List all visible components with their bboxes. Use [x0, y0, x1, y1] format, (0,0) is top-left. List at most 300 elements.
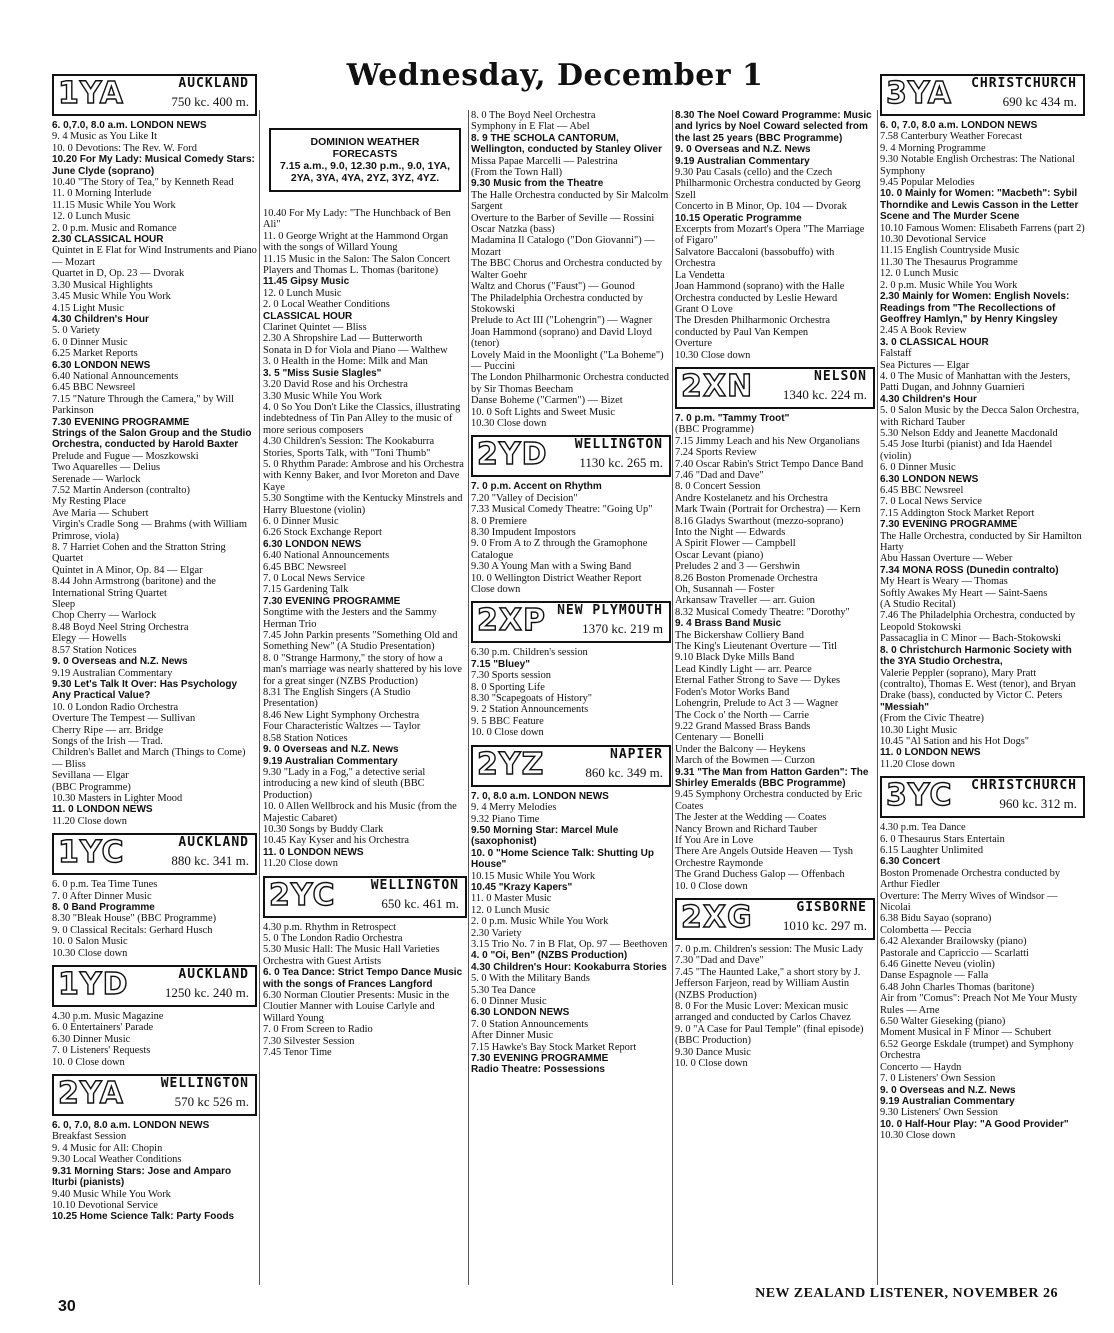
station-banner-2xn: [675, 367, 875, 409]
programme-entry: (From the Town Hall): [471, 167, 563, 179]
programme-entry: 9.30 Let's Talk It Over: Has Psychology Any Practical Value?: [52, 678, 238, 702]
programme-entry: Songs of the Irish — Trad.: [52, 735, 163, 747]
programme-entry: Breakfast Session: [52, 1131, 127, 1143]
programme-entry: Close down: [471, 584, 521, 596]
programme-entry: 6.42 Alexander Brailowsky (piano): [880, 936, 1027, 948]
programme-entry: Children's Ballet and March (Things to Come) — Bliss: [52, 747, 246, 770]
programme-entry: 7.30 EVENING PROGRAMME: [263, 595, 401, 607]
station-banner-2yd: [471, 435, 671, 477]
programme-entry: The London Philharmonic Orchestra conducted by Sir Thomas Beecham: [471, 372, 669, 395]
programme-entry: Strings of the Salon Group and the Studio Orchestra, conducted by Harold Baxter: [52, 427, 252, 451]
programme-entry: Valerie Peppler (soprano), Mary Pratt (contralto), Thomas E. West (tenor), and Bryan Drake (bass), conducted by Victor C. Peters: [880, 667, 1076, 702]
programme-entry: 11.20 Close down: [52, 815, 127, 827]
station-frequency: 960 kc. 312 m.: [999, 796, 1077, 812]
programme-entry: 11.15 Music While You Work: [52, 199, 176, 211]
programme-entry: 9.19 Australian Commentary: [52, 667, 173, 679]
programme-entry: 3.45 Music While You Work: [52, 291, 171, 303]
programme-entry: 3.30 Musical Highlights: [52, 279, 153, 291]
programme-entry: 11.15 Music in the Salon: The Salon Concert Players and Thomas L. Thomas (baritone): [263, 253, 451, 277]
programme-entry: 9.30 "Lady in a Fog," a detective serial introducing a new kind of sleuth (BBC Production): [263, 766, 426, 801]
programme-entry: A Spirit Flower — Campbell: [675, 538, 796, 550]
programme-entry: Concerto in B Minor, Op. 104 — Dvorak: [675, 201, 847, 213]
programme-entry: 10.10 Devotional Service: [52, 1199, 158, 1211]
programme-entry: Overture: The Merry Wives of Windsor — Nicolai: [880, 890, 1058, 913]
station-frequency: 1370 kc. 219 m: [582, 621, 663, 637]
programme-entry: 5.45 Jose Iturbi (pianist) and Ida Haendel (violin): [880, 439, 1053, 462]
station-banner-1ya: [52, 74, 257, 116]
programme-entry: 9.19 Australian Commentary: [675, 155, 810, 167]
programme-entry: 6.40 National Announcements: [263, 550, 390, 562]
programme-entry: Ave Maria — Schubert: [52, 507, 149, 519]
programme-entry: The BBC Chorus and Orchestra conducted by Walter Goehr: [471, 258, 663, 281]
programme-entry: 6. 0 Dinner Music: [52, 336, 128, 348]
programme-entry: Falstaff: [880, 348, 912, 360]
programme-entry: The Grand Duchess Galop — Offenbach: [675, 869, 845, 881]
programme-entry: 7.30 Silvester Session: [263, 1035, 355, 1047]
programme-entry: 10. 0 Close down: [471, 727, 544, 739]
programme-entry: 7.58 Canterbury Weather Forecast: [880, 131, 1023, 143]
programme-list-2yz-evening: [675, 110, 875, 361]
programme-entry: 3. 5 "Miss Susie Slagles": [263, 367, 382, 379]
station-frequency: 880 kc. 341 m.: [171, 853, 249, 869]
station-frequency: 1340 kc. 224 m.: [782, 386, 867, 402]
column-1: [52, 68, 257, 1223]
station-banner-3ya: [880, 74, 1085, 116]
programme-entry: 6.52 George Eskdale (trumpet) and Symphony Orchestra: [880, 1038, 1074, 1062]
programme-entry: 6.26 Stock Exchange Report: [263, 527, 382, 539]
programme-entry: 11. 0 LONDON NEWS: [52, 804, 153, 816]
programme-entry: "Messiah": [880, 701, 929, 713]
programme-entry: 7.34 MONA ROSS (Dunedin contralto): [880, 564, 1059, 576]
programme-entry: The Halle Orchestra, conducted by Sir Hamilton Harty: [880, 530, 1082, 554]
programme-entry: Joan Hammond (soprano) with the Halle Orchestra conducted by Leslie Heward: [675, 281, 845, 304]
programme-list-1ya: [52, 120, 257, 827]
column-4: [675, 110, 875, 1069]
programme-entry: CLASSICAL HOUR: [263, 310, 353, 322]
programme-entry: 7.45 Tenor Time: [263, 1047, 332, 1059]
programme-entry: (From the Civic Theatre): [880, 713, 984, 725]
programme-entry: 8.30 "Scapegoats of History": [471, 693, 593, 705]
programme-entry: 6.25 Market Reports: [52, 348, 138, 360]
programme-entry: 6.50 Walter Gieseking (piano): [880, 1016, 1006, 1028]
programme-entry: 6. 0 Dinner Music: [471, 996, 547, 1007]
station-banner-2xg: [675, 898, 875, 940]
programme-entry: 10.10 Famous Women: Elisabeth Farrens (part 2): [880, 222, 1085, 234]
programme-entry: 10.40 For My Lady: "The Hunchback of Ben Ali": [263, 208, 451, 231]
programme-entry: 7.15 Gardening Talk: [263, 584, 349, 596]
programme-entry: Arkansaw Traveller — arr. Guion: [675, 595, 815, 607]
programme-entry: 10. 0 Wellington District Weather Report: [471, 572, 642, 584]
station-frequency: 690 kc 434 m.: [1002, 94, 1077, 109]
programme-entry: 9.19 Australian Commentary: [880, 1095, 1015, 1107]
programme-entry: 7.46 The Philadelphia Orchestra, conducted by Leopold Stokowski: [880, 610, 1076, 633]
programme-entry: 9.30 Music from the Theatre: [471, 178, 604, 190]
programme-entry: 3.20 David Rose and his Orchestra: [263, 379, 408, 391]
programme-entry: 12. 0 Lunch Music: [52, 211, 131, 223]
programme-entry: 5. 0 The London Radio Orchestra: [263, 932, 403, 944]
programme-entry: 9. 2 Station Announcements: [471, 704, 589, 716]
programme-entry: 9.30 Listeners' Own Session: [880, 1107, 998, 1119]
programme-entry: Virgin's Cradle Song — Brahms (with William Primrose, viola): [52, 519, 247, 542]
programme-entry: 4. 0 So You Don't Like the Classics, illustrating indebtedness of Tin Pan Alley to the music of more serious composers: [263, 401, 461, 436]
programme-entry: Moment Musical in F Minor — Schubert: [880, 1027, 1052, 1039]
programme-entry: Boston Promenade Orchestra conducted by Arthur Fiedler: [880, 867, 1061, 891]
programme-entry: 9.31 Morning Stars: Jose and Amparo Iturbi (pianists): [52, 1165, 232, 1189]
programme-entry: 8. 0 Sporting Life: [471, 681, 545, 693]
station-call: 1YA: [58, 76, 124, 111]
programme-entry: 8.57 Station Notices: [52, 644, 137, 656]
programme-entry: Grant O Love: [675, 303, 733, 315]
programme-entry: 6.30 LONDON NEWS: [263, 538, 362, 550]
programme-entry: 8.44 John Armstrong (baritone) and the International String Quartet: [52, 576, 216, 599]
programme-entry: The Bickershaw Colliery Band: [675, 629, 804, 641]
station-city: WELLINGTON: [574, 437, 663, 453]
programme-entry: 8.31 The English Singers (A Studio Presentation): [263, 687, 411, 710]
programme-entry: 6.15 Laughter Unlimited: [880, 844, 984, 856]
programme-entry: 10. 0 Salon Music: [52, 936, 128, 948]
programme-entry: 8. 0 Christchurch Harmonic Society with the 3YA Studio Orchestra,: [880, 644, 1072, 668]
station-call: 2XN: [681, 368, 754, 404]
station-banner-1yd: [52, 965, 257, 1007]
programme-entry: 5. 0 Rhythm Parade: Ambrose and his Orchestra with Kenny Baker, and Ivor Moreton and Dave Kaye: [263, 458, 464, 493]
programme-list-3ya: [880, 120, 1085, 770]
programme-entry: Symphony in E Flat — Abel: [471, 121, 590, 133]
programme-entry: Two Aquarelles — Delius: [52, 462, 161, 474]
programme-entry: 8. 9 THE SCHOLA CANTORUM, Wellington, conducted by Stanley Oliver: [471, 132, 662, 156]
programme-entry: Foden's Motor Works Band: [675, 686, 790, 698]
column-3: [471, 110, 671, 1076]
programme-entry: 9. 0 Overseas and N.Z. News: [675, 144, 811, 156]
programme-entry: 5. 0 Variety: [52, 325, 100, 337]
station-banner-2yc: [263, 876, 467, 918]
programme-list-2yd: [471, 481, 671, 595]
programme-entry: 9.22 Grand Massed Brass Bands: [675, 720, 811, 732]
programme-entry: 7. 0 p.m. Accent on Rhythm: [471, 481, 602, 493]
programme-entry: 10.45 "Krazy Kapers": [471, 881, 573, 893]
programme-entry: Four Characteristic Waltzes — Taylor: [263, 721, 421, 733]
programme-entry: Pastorale and Capriccio — Scarlatti: [880, 947, 1029, 959]
programme-entry: 8. 7 Harriet Cohen and the Stratton String Quartet: [52, 542, 226, 565]
programme-entry: 5.30 Nelson Eddy and Jeanette Macdonald: [880, 427, 1058, 439]
programme-entry: 7.15 "Nature Through the Camera," by Will Parkinson: [52, 393, 234, 417]
programme-entry: 10. 0 Half-Hour Play: "A Good Provider": [880, 1118, 1069, 1130]
programme-entry: Oscar Natzka (bass): [471, 224, 555, 236]
programme-entry: Excerpts from Mozart's Opera "The Marriage of Figaro": [675, 224, 865, 247]
programme-entry: 10. 0 Close down: [675, 880, 748, 892]
programme-entry: 4.30 Children's Hour: [52, 313, 149, 325]
programme-entry: 8.30 The Noel Coward Programme: Music and lyrics by Noel Coward selected from the last 25 years (BBC Programme): [675, 110, 872, 144]
programme-list-2yc: [263, 922, 467, 1059]
programme-entry: 4.30 Children's Hour: Kookaburra Stories: [471, 961, 667, 973]
programme-entry: 9.31 "The Man from Hatton Garden": The Shirley Emeralds (BBC Programme): [675, 766, 869, 789]
station-call: 2XP: [477, 603, 546, 639]
page-title: Wednesday, December 1: [346, 58, 764, 93]
programme-entry: La Vendetta: [675, 269, 725, 281]
programme-entry: 9.30 Pau Casals (cello) and the Czech Philharmonic Orchestra conducted by Georg Szell: [675, 167, 861, 201]
column-5: [880, 68, 1085, 1142]
programme-entry: Nancy Brown and Richard Tauber: [675, 823, 818, 835]
programme-list-3yc: [880, 822, 1085, 1141]
programme-entry: 10. 0 Allen Wellbrock and his Music (from the Majestic Cabaret): [263, 801, 457, 824]
programme-entry: 7.30 Sports session: [471, 670, 551, 682]
station-call: 3YC: [886, 778, 953, 814]
station-call: 3YA: [886, 76, 952, 111]
programme-entry: 10.30 Devotional Service: [880, 234, 986, 246]
programme-entry: Danse Boheme ("Carmen") — Bizet: [471, 395, 623, 407]
programme-entry: Overture: [675, 338, 712, 350]
programme-entry: 7. 0 Listeners' Requests: [52, 1045, 151, 1057]
programme-entry: 9. 4 Music as You Like It: [52, 131, 158, 143]
station-call: 2YC: [269, 877, 336, 913]
programme-entry: 11.30 The Thesaurus Programme: [880, 256, 1018, 268]
programme-entry: Songtime with the Jesters and the Sammy Herman Trio: [263, 607, 437, 630]
programme-entry: 12. 0 Lunch Music: [263, 287, 342, 299]
programme-entry: 10.15 Music While You Work: [471, 870, 596, 882]
station-frequency: 650 kc. 461 m.: [381, 895, 459, 911]
programme-entry: 6.40 National Announcements: [52, 370, 179, 382]
station-city: NAPIER: [610, 746, 663, 762]
programme-entry: 4.30 Children's Hour: [880, 393, 977, 405]
station-city: AUCKLAND: [178, 76, 249, 91]
station-city: CHRISTCHURCH: [971, 778, 1077, 794]
programme-entry: 11.20 Close down: [880, 758, 955, 770]
programme-entry: 8. 0 For the Music Lover: Mexican music arranged and conducted by Carlos Chavez: [675, 1001, 851, 1024]
programme-entry: 7. 0 p.m. "Tammy Troot": [675, 412, 790, 424]
programme-entry: 10. 0 Devotions: The Rev. W. Ford: [52, 142, 197, 154]
programme-entry: 4.30 Children's Session: The Kookaburra Stories, Sports Talk, with "Toni Thumb": [263, 436, 435, 459]
station-city: NELSON: [814, 368, 867, 384]
programme-entry: Sea Pictures — Elgar: [880, 359, 970, 371]
programme-entry: The Cock o' the North — Carrie: [675, 709, 810, 721]
programme-entry: 8. 0 Band Programme: [52, 902, 155, 913]
programme-entry: 10.30 Masters in Lighter Mood: [52, 792, 183, 804]
station-city: AUCKLAND: [178, 835, 249, 851]
programme-entry: 6. 0 Tea Dance: Strict Tempo Dance Music with the songs of Frances Langford: [263, 967, 463, 990]
programme-entry: Missa Papae Marcelli — Palestrina: [471, 155, 618, 167]
station-call: 2XG: [681, 900, 753, 935]
programme-entry: 10.45 "Al Sation and his Hot Dogs": [880, 735, 1030, 747]
programme-entry: 8.30 "Bleak House" (BBC Programme): [52, 913, 217, 925]
programme-entry: Quintet in A Minor, Op. 84 — Elgar: [52, 564, 203, 576]
weather-title: DOMINION WEATHER FORECASTS: [310, 136, 420, 160]
weather-times: 7.15 a.m., 9.0, 12.30 p.m., 9.0, 1YA, 2YA, 3YA, 4YA, 2YZ, 3YZ, 4YZ.: [279, 160, 451, 184]
programme-list-2ya-evening: [471, 110, 671, 429]
weather-forecast-box: [269, 128, 461, 192]
programme-entry: 9.40 Music While You Work: [52, 1188, 171, 1200]
programme-entry: 8.46 New Light Symphony Orchestra: [263, 709, 420, 721]
programme-entry: 10.40 "The Story of Tea," by Kenneth Read: [52, 177, 234, 189]
programme-entry: Lohengrin, Prelude to Act 3 — Wagner: [675, 698, 839, 710]
programme-entry: 11. 0 LONDON NEWS: [880, 747, 981, 759]
programme-entry: 10.30 Light Music: [880, 724, 958, 736]
programme-entry: 12. 0 Lunch Music: [880, 268, 959, 280]
programme-entry: 7. 0 From Screen to Radio: [263, 1024, 373, 1036]
programme-entry: My Resting Place: [52, 496, 126, 508]
station-banner-2yz: [471, 745, 671, 787]
programme-entry: Madamina Il Catalogo ("Don Giovanni") — Mozart: [471, 235, 655, 258]
programme-entry: 12. 0 Lunch Music: [471, 904, 550, 916]
programme-entry: 6.38 Bidu Sayao (soprano): [880, 913, 992, 925]
programme-entry: The Jester at the Wedding — Coates: [675, 812, 827, 824]
programme-entry: 9. 0 From A to Z through the Gramophone Catalogue: [471, 538, 648, 561]
programme-entry: 2. 0 p.m. Music While You Work: [471, 916, 609, 928]
programme-entry: 7.45 John Parkin presents "Something Old and Something New" (A Studio Presentation): [263, 630, 458, 653]
programme-entry: Sevillana — Elgar: [52, 770, 129, 782]
programme-entry: 8. 0 "Strange Harmony," the story of how a man's marriage was nearly shattered by his love for a great singer (NZBS Production): [263, 652, 462, 687]
programme-entry: 5. 0 Salon Music by the Decca Salon Orchestra, with Richard Tauber: [880, 405, 1080, 428]
programme-entry: 7.30 EVENING PROGRAMME: [52, 416, 190, 428]
programme-entry: 10.15 Operatic Programme: [675, 212, 802, 224]
programme-entry: Andre Kostelanetz and his Orchestra: [675, 492, 828, 504]
station-city: GISBORNE: [796, 900, 867, 915]
programme-entry: 6. 0, 7.0, 8.0 a.m. LONDON NEWS: [52, 1120, 210, 1132]
programme-entry: 6.30 LONDON NEWS: [880, 473, 979, 485]
programme-entry: Oh, Susannah — Foster: [675, 584, 775, 596]
programme-entry: 3.30 Music While You Work: [263, 390, 382, 402]
programme-entry: Serenade — Warlock: [52, 473, 141, 485]
programme-entry: 11. 0 Morning Interlude: [52, 188, 152, 200]
programme-entry: (A Studio Recital): [880, 599, 956, 611]
programme-entry: 9. 0 Overseas and N.Z. News: [263, 744, 399, 756]
programme-entry: 10.30 Close down: [471, 417, 547, 429]
programme-entry: The King's Lieutenant Overture — Titl: [675, 641, 838, 653]
station-call: 2YD: [477, 437, 548, 473]
programme-entry: 7. 0 Local News Service: [880, 496, 982, 508]
programme-entry: 11.20 Close down: [263, 858, 338, 870]
programme-entry: 9.45 Symphony Orchestra conducted by Eric Coates: [675, 789, 862, 812]
programme-entry: 9.10 Black Dyke Mills Band: [675, 652, 795, 664]
programme-entry: Salvatore Baccaloni (bassobuffo) with Orchestra: [675, 246, 835, 270]
programme-entry: Waltz and Chorus ("Faust") — Gounod: [471, 281, 635, 293]
programme-entry: Radio Theatre: Possessions: [471, 1064, 605, 1076]
programme-entry: 9. 0 Overseas and N.Z. News: [52, 656, 188, 668]
programme-entry: The Philadelphia Orchestra conducted by Stokowski: [471, 292, 643, 315]
programme-entry: Lovely Maid in the Moonlight ("La Boheme") — Puccini: [471, 349, 664, 372]
programme-entry: 2. 0 p.m. Music While You Work: [880, 279, 1018, 291]
programme-entry: 10. 0 Mainly for Women: "Macbeth": Sybil Thorndike and Lewis Casson in the Letter Scene and The Murder Scene: [880, 188, 1079, 223]
programme-entry: (BBC Programme): [675, 424, 754, 436]
programme-entry: 8.58 Station Notices: [263, 732, 348, 744]
programme-list-1yd: [52, 1011, 257, 1068]
programme-entry: 4. 0 The Music of Manhattan with the Jesters, Patti Dugan, and Johnny Guarnieri: [880, 370, 1071, 394]
column-rule: [877, 110, 878, 1285]
programme-entry: 10. 0 Close down: [675, 1058, 748, 1070]
programme-entry: 9.30 A Young Man with a Swing Band: [471, 561, 632, 573]
programme-entry: March of the Bowmen — Curzon: [675, 755, 815, 767]
programme-entry: 9.30 Notable English Orchestras: The National Symphony: [880, 154, 1075, 177]
programme-entry: 4. 0 "Oi, Ben" (NZBS Production): [471, 950, 628, 962]
programme-entry: Overture to the Barber of Seville — Rossini: [471, 212, 655, 224]
column-rule: [468, 110, 469, 1285]
programme-entry: 7.15 Hawke's Bay Stock Market Report: [471, 1041, 637, 1053]
station-call: 2YA: [58, 1076, 124, 1112]
programme-entry: Sleep: [52, 599, 76, 611]
programme-entry: 9.30 Local Weather Conditions: [52, 1154, 182, 1166]
programme-entry: 11. 0 LONDON NEWS: [263, 846, 364, 858]
station-city: AUCKLAND: [178, 967, 249, 983]
programme-entry: Quintet in E Flat for Wind Instruments and Piano — Mozart: [52, 245, 257, 268]
programme-entry: 8. 0 Concert Session: [675, 481, 761, 493]
programme-entry: 10.30 Close down: [52, 947, 128, 959]
programme-entry: 8.48 Boyd Neel String Orchestra: [52, 621, 189, 633]
programme-list-2xg: [675, 944, 875, 1069]
programme-entry: Air from "Comus": Preach Not Me Your Musty Rules — Arne: [880, 993, 1078, 1016]
programme-entry: 6.30 LONDON NEWS: [52, 359, 151, 371]
programme-entry: 7. 0 Listeners' Own Session: [880, 1073, 996, 1085]
programme-entry: 7.30 "Dad and Dave": [675, 955, 764, 967]
station-banner-1yc: [52, 833, 257, 875]
station-call: 1YD: [58, 967, 129, 1003]
programme-entry: 7.45 "The Haunted Lake," a short story by J. Jefferson Farjeon, read by William Austin (NZBS Production): [675, 966, 861, 1001]
programme-entry: 8. 0 The Boyd Neel Orchestra: [471, 110, 596, 121]
station-banner-3yc: [880, 776, 1085, 818]
programme-entry: 6.46 Ginette Neveu (violin): [880, 959, 995, 971]
station-frequency: 860 kc. 349 m.: [585, 764, 663, 780]
programme-entry: Joan Hammond (soprano) and David Lloyd (tenor): [471, 326, 652, 350]
station-call: 1YC: [58, 835, 125, 871]
programme-entry: Under the Balcony — Heykens: [675, 743, 806, 755]
programme-entry: 9. 4 Music for All: Chopin: [52, 1142, 163, 1154]
programme-entry: 2. 0 p.m. Music and Romance: [52, 222, 177, 234]
programme-entry: 9.50 Morning Star: Marcel Mule (saxophonist): [471, 824, 619, 848]
programme-list-1yc: [52, 879, 257, 959]
programme-entry: 7.15 "Bluey": [471, 658, 530, 670]
station-frequency: 1130 kc. 265 m.: [579, 455, 663, 471]
programme-entry: 5.30 Music Hall: The Music Hall Varieties Orchestra with Guest Artists: [263, 944, 440, 967]
programme-entry: There Are Angels Outside Heaven — Tysh: [675, 846, 853, 858]
station-city: WELLINGTON: [370, 877, 459, 893]
station-frequency: 1010 kc. 297 m.: [782, 918, 867, 933]
programme-entry: Prelude to Act III ("Lohengrin") — Wagner: [471, 315, 653, 327]
programme-entry: 5. 0 With the Military Bands: [471, 973, 590, 985]
programme-entry: 4.15 Light Music: [52, 302, 124, 314]
station-city: WELLINGTON: [160, 1076, 249, 1092]
programme-entry: 7. 0 Local News Service: [263, 573, 365, 584]
page-number: 30: [58, 1298, 76, 1315]
programme-entry: 7. 0, 8.0 a.m. LONDON NEWS: [471, 790, 609, 802]
column-rule: [672, 110, 673, 1285]
programme-entry: 6.45 BBC Newsreel: [880, 485, 964, 496]
programme-entry: 9. 4 Brass Band Music: [675, 618, 782, 630]
programme-entry: Prelude and Fugue — Moszkowski: [52, 450, 199, 462]
programme-entry: 7.33 Musical Comedy Theatre: "Going Up": [471, 504, 653, 516]
programme-entry: Eternal Father Strong to Save — Dykes: [675, 675, 841, 687]
programme-entry: 7. 0 p.m. Children's session: The Music Lady: [675, 944, 864, 955]
programme-entry: 10. 0 Soft Lights and Sweet Music: [471, 406, 616, 418]
programme-entry: 10. 0 "Home Science Talk: Shutting Up House": [471, 847, 654, 871]
programme-entry: Sonata in D for Viola and Piano — Walthew: [263, 344, 448, 356]
programme-entry: 6.30 p.m. Children's session: [471, 647, 588, 659]
programme-entry: Orchestre Raymonde: [675, 857, 764, 869]
programme-entry: After Dinner Music: [471, 1030, 553, 1042]
programme-entry: (BBC Programme): [52, 781, 131, 793]
programme-entry: 6. 0 Thesaurus Stars Entertain: [880, 833, 1005, 845]
programme-entry: 5.30 Tea Dance: [471, 984, 536, 996]
programme-entry: 7.24 Sports Review: [675, 447, 757, 459]
programme-entry: 6.30 Dinner Music: [52, 1033, 131, 1045]
station-banner-2ya: [52, 1074, 257, 1116]
programme-entry: My Heart is Weary — Thomas: [880, 576, 1008, 588]
station-call: 2YZ: [477, 746, 545, 782]
programme-entry: 2.30 Mainly for Women: English Novels: Readings from "The Recollections of Geoffrey Hamlyn," by Henry Kingsley: [880, 291, 1070, 325]
station-city: CHRISTCHURCH: [971, 76, 1077, 91]
station-frequency: 570 kc 526 m.: [174, 1094, 249, 1110]
programme-entry: 6.45 BBC Newsreel: [52, 382, 136, 394]
programme-entry: 6. 0, 7.0, 8.0 a.m. LONDON NEWS: [880, 120, 1038, 131]
programme-entry: Danse Espagnole — Falla: [880, 970, 989, 982]
programme-entry: 10.30 Songs by Buddy Clark: [263, 823, 384, 835]
programme-entry: 6.45 BBC Newsreel: [263, 561, 347, 573]
